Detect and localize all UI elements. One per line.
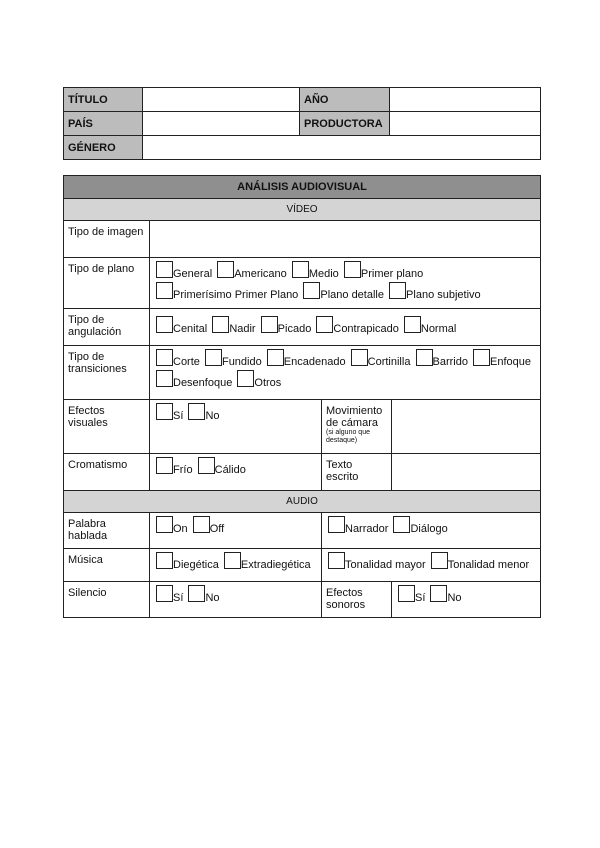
genero-field[interactable]: [143, 136, 541, 160]
checkbox-label: Plano detalle: [320, 289, 384, 301]
silencio-options: [150, 582, 322, 618]
checkbox-label: Cálido: [214, 464, 246, 476]
checkbox[interactable]: [156, 349, 173, 366]
checkbox-label: On: [173, 523, 188, 535]
checkbox[interactable]: [303, 282, 320, 299]
checkbox-label: Extradiegética: [240, 559, 311, 571]
checkbox[interactable]: [212, 316, 229, 333]
checkbox-label: Sí: [173, 592, 184, 604]
checkbox[interactable]: [224, 552, 241, 569]
checkbox-option[interactable]: [193, 516, 224, 537]
checkbox[interactable]: [389, 282, 406, 299]
silencio-label: Silencio: [64, 582, 150, 618]
checkbox[interactable]: [316, 316, 333, 333]
transiciones-label: Tipo de transiciones: [64, 346, 150, 400]
checkbox-option[interactable]: [473, 349, 531, 370]
checkbox[interactable]: [156, 370, 173, 387]
checkbox-option[interactable]: [430, 585, 461, 606]
pais-label: PAÍS: [64, 112, 143, 136]
cromatismo-label: Cromatismo: [64, 454, 150, 491]
checkbox[interactable]: [430, 585, 447, 602]
checkbox-label: Encadenado: [283, 356, 346, 368]
checkbox-option[interactable]: [316, 316, 398, 337]
checkbox-option[interactable]: [156, 516, 188, 537]
checkbox-option[interactable]: [351, 349, 411, 370]
audio-header: AUDIO: [64, 491, 541, 513]
titulo-label: TÍTULO: [64, 88, 143, 112]
checkbox-option[interactable]: [156, 282, 298, 303]
movimiento-camara-text: Movimiento de cámara: [326, 405, 383, 429]
checkbox-label: Corte: [173, 356, 200, 368]
checkbox[interactable]: [156, 261, 173, 278]
checkbox-label: Enfoque: [490, 356, 532, 368]
checkbox-label: Plano subjetivo: [406, 289, 481, 301]
productora-label: PRODUCTORA: [300, 112, 390, 136]
checkbox-option[interactable]: [156, 403, 183, 424]
checkbox-label: Primerísimo Primer Plano: [173, 289, 299, 301]
checkbox-label: Nadir: [229, 323, 256, 335]
checkbox-option[interactable]: [156, 585, 183, 606]
checkbox-option[interactable]: [393, 516, 447, 537]
anio-field[interactable]: [390, 88, 541, 112]
anio-label: AÑO: [300, 88, 390, 112]
checkbox-option[interactable]: [303, 282, 384, 303]
checkbox-option[interactable]: [217, 261, 287, 282]
checkbox-label: Narrador: [345, 523, 389, 535]
film-info-table: [63, 87, 541, 160]
checkbox[interactable]: [344, 261, 361, 278]
efectos-sonoros-label: Efectos sonoros: [322, 582, 392, 618]
checkbox[interactable]: [292, 261, 309, 278]
checkbox[interactable]: [156, 316, 173, 333]
checkbox-label: Barrido: [432, 356, 468, 368]
checkbox[interactable]: [404, 316, 421, 333]
checkbox[interactable]: [188, 403, 205, 420]
checkbox-option[interactable]: [431, 552, 529, 573]
checkbox-label: Primer plano: [360, 268, 424, 280]
checkbox-option[interactable]: [156, 349, 200, 370]
checkbox-option[interactable]: [267, 349, 346, 370]
efectos-visuales-options: [150, 400, 322, 454]
checkbox[interactable]: [416, 349, 433, 366]
checkbox[interactable]: [473, 349, 490, 366]
checkbox-option[interactable]: [389, 282, 481, 303]
checkbox-option[interactable]: [344, 261, 423, 282]
tipo-plano-options: [150, 258, 541, 309]
tipo-plano-label: Tipo de plano: [64, 258, 150, 309]
checkbox-label: Picado: [277, 323, 312, 335]
checkbox-label: Normal: [420, 323, 457, 335]
checkbox-option[interactable]: [328, 552, 426, 573]
tipo-imagen-field[interactable]: [150, 221, 541, 258]
checkbox-label: Diálogo: [410, 523, 448, 535]
efectos-sonoros-options: [392, 582, 541, 618]
angulacion-options: [150, 309, 541, 346]
movimiento-camara-label: [322, 400, 392, 454]
checkbox-option[interactable]: [188, 403, 219, 424]
checkbox[interactable]: [156, 403, 173, 420]
movimiento-camara-field[interactable]: [392, 400, 541, 454]
palabra-hablada-options-b: [322, 513, 541, 549]
checkbox-option[interactable]: [261, 316, 312, 337]
checkbox[interactable]: [267, 349, 284, 366]
analysis-title: ANÁLISIS AUDIOVISUAL: [64, 176, 541, 199]
checkbox[interactable]: [156, 457, 173, 474]
musica-options-b: [322, 549, 541, 582]
checkbox[interactable]: [261, 316, 278, 333]
video-header: VÍDEO: [64, 199, 541, 221]
checkbox-label: Medio: [308, 268, 339, 280]
texto-escrito-field[interactable]: [392, 454, 541, 491]
checkbox[interactable]: [198, 457, 215, 474]
checkbox-label: Desenfoque: [173, 377, 233, 389]
checkbox[interactable]: [328, 516, 345, 533]
checkbox-label: Diegética: [173, 559, 219, 571]
checkbox[interactable]: [156, 552, 173, 569]
checkbox-option[interactable]: [156, 552, 219, 573]
checkbox-label: Frío: [173, 464, 193, 476]
cromatismo-options: [150, 454, 322, 491]
checkbox-option[interactable]: [156, 261, 212, 282]
checkbox[interactable]: [205, 349, 222, 366]
musica-options-a: [150, 549, 322, 582]
texto-escrito-label: Texto escrito: [322, 454, 392, 491]
checkbox[interactable]: [156, 516, 173, 533]
checkbox[interactable]: [237, 370, 254, 387]
checkbox-option[interactable]: [224, 552, 311, 573]
checkbox[interactable]: [328, 552, 345, 569]
genero-label: GÉNERO: [64, 136, 143, 160]
checkbox-option[interactable]: [292, 261, 339, 282]
movimiento-camara-hint: (si alguno que destaque): [326, 429, 370, 444]
checkbox-label: Contrapicado: [333, 323, 399, 335]
efectos-visuales-label: Efectos visuales: [64, 400, 150, 454]
checkbox-label: Off: [209, 523, 225, 535]
checkbox-option[interactable]: [156, 370, 232, 391]
palabra-hablada-options-a: [150, 513, 322, 549]
transiciones-options: [150, 346, 541, 400]
analysis-table: [63, 175, 541, 618]
checkbox[interactable]: [156, 282, 173, 299]
checkbox-option[interactable]: [205, 349, 262, 370]
checkbox-label: Otros: [254, 377, 282, 389]
checkbox-option[interactable]: [237, 370, 281, 391]
checkbox-label: General: [173, 268, 213, 280]
checkbox-label: No: [205, 592, 220, 604]
checkbox-label: Tonalidad mayor: [345, 559, 426, 571]
pais-field[interactable]: [143, 112, 300, 136]
tipo-imagen-label: Tipo de imagen: [64, 221, 150, 258]
checkbox-option[interactable]: [416, 349, 468, 370]
checkbox-option[interactable]: [398, 585, 425, 606]
checkbox-option[interactable]: [404, 316, 456, 337]
checkbox[interactable]: [351, 349, 368, 366]
checkbox[interactable]: [431, 552, 448, 569]
checkbox-option[interactable]: [328, 516, 388, 537]
angulacion-label: Tipo de angulación: [64, 309, 150, 346]
checkbox-label: Cortinilla: [367, 356, 411, 368]
checkbox-option[interactable]: [212, 316, 255, 337]
checkbox-label: No: [205, 410, 220, 422]
palabra-hablada-label: Palabra hablada: [64, 513, 150, 549]
checkbox-option[interactable]: [198, 457, 246, 478]
checkbox[interactable]: [193, 516, 210, 533]
checkbox-option[interactable]: [156, 316, 207, 337]
checkbox[interactable]: [398, 585, 415, 602]
checkbox[interactable]: [393, 516, 410, 533]
checkbox-label: Americano: [234, 268, 287, 280]
productora-field[interactable]: [390, 112, 541, 136]
checkbox[interactable]: [217, 261, 234, 278]
checkbox-label: Cenital: [173, 323, 208, 335]
musica-label: Música: [64, 549, 150, 582]
checkbox-label: Tonalidad menor: [447, 559, 530, 571]
checkbox[interactable]: [188, 585, 205, 602]
titulo-field[interactable]: [143, 88, 300, 112]
checkbox-label: Fundido: [221, 356, 262, 368]
checkbox[interactable]: [156, 585, 173, 602]
checkbox-label: Sí: [415, 592, 426, 604]
checkbox-label: Sí: [173, 410, 184, 422]
checkbox-option[interactable]: [156, 457, 193, 478]
checkbox-label: No: [447, 592, 462, 604]
checkbox-option[interactable]: [188, 585, 219, 606]
